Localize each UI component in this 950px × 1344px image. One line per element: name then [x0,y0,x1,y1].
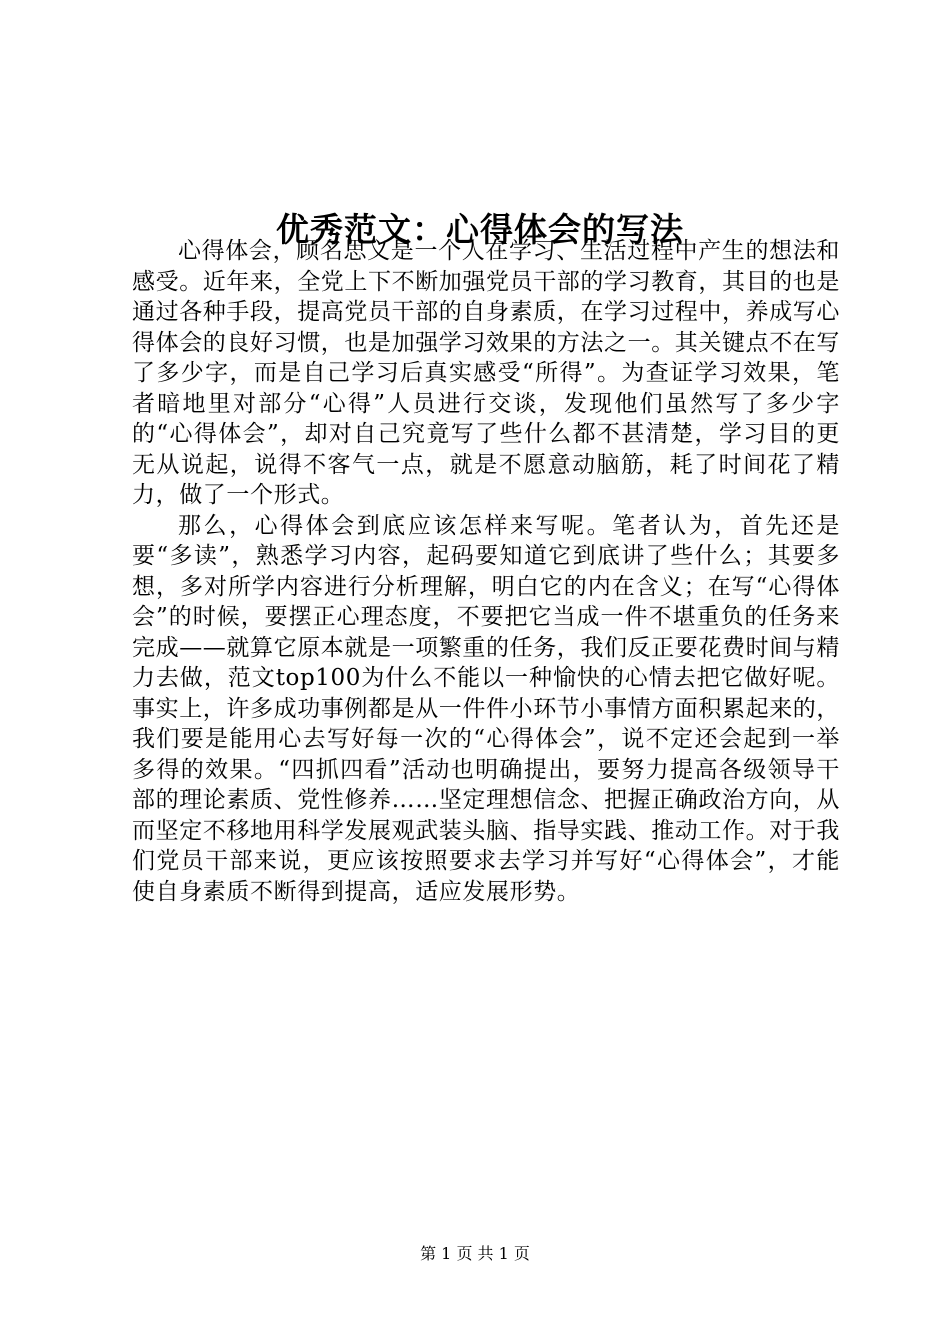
document-body [132,236,840,907]
page-footer: 第 1 页 共 1 页 [420,1244,530,1263]
paragraph-1: 心得体会，顾名思义是一个人在学习、生活过程中产生的想法和感受。近年来，全党上下不断加强党员干部的学习教育，其目的也是通过各种手段，提高党员干部的自身素质，在学习过程中，养成写心得体会的良好习惯，也是加强学习效果的方法之一。其关键点不在写了多少字，而是自己学习后真实感受“所得”。为查证学习效果，笔者暗地里对部分“心得”人员进行交谈，发现他们虽然写了多少字的“心得体会”，却对自己究竟写了些什么都不甚清楚，学习目的更无从说起，说得不客气一点，就是不愿意动脑筋，耗了时间花了精力，做了一个形式。 [132,238,840,508]
document-title: 优秀范文：心得体会的写法 [276,210,684,250]
paragraph-2: 那么，心得体会到底应该怎样来写呢。笔者认为，首先还是要“多读”，熟悉学习内容，起码要知道它到底讲了些什么；其要多想，多对所学内容进行分析理解，明白它的内在含义；在写“心得体会”的时候，要摆正心理态度，不要把它当成一件不堪重负的任务来完成——就算它原本就是一项繁重的任务，我们反正要花费时间与精力去做，范文top100为什么不能以一种愉快的心情去把它做好呢。事实上，许多成功事例都是从一件件小环节小事情方面积累起来的，我们要是能用心去写好每一次的“心得体会”，说不定还会起到一举多得的效果。“四抓四看”活动也明确提出，要努力提高各级领导干部的理论素质、党性修养……坚定理想信念、把握正确政治方向，从而坚定不移地用科学发展观武装头脑、指导实践、推动工作。对于我们党员干部来说，更应该按照要求去学习并写好“心得体会”，才能使自身素质不断得到提高，适应发展形势。 [132,512,840,905]
